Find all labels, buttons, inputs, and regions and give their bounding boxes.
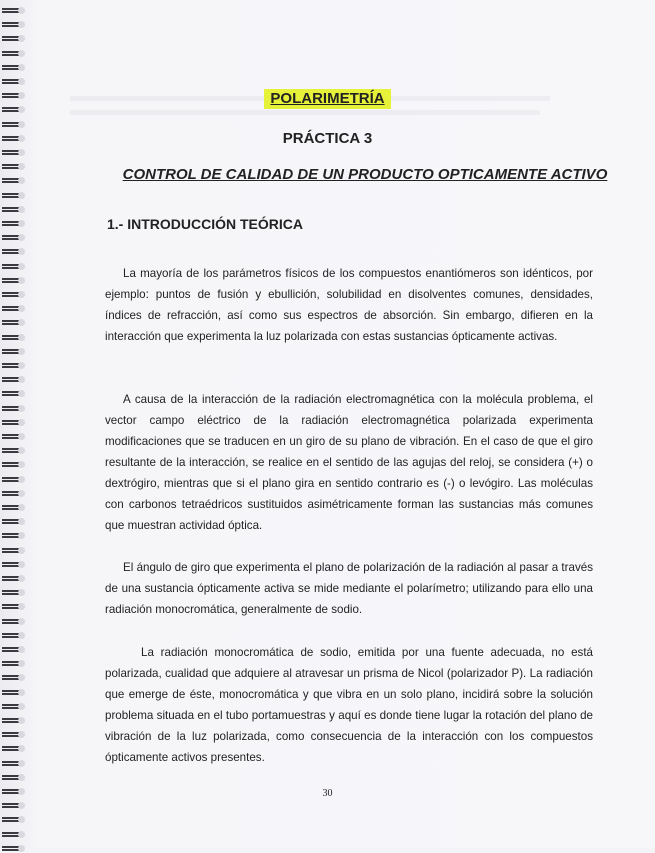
- spiral-coil: [2, 702, 26, 711]
- paragraph-3: El ángulo de giro que experimenta el plano de polarización de la radiación al pasar a través de una sustancia ópticamente activa se mide mediante el polarímetro; utilizando para ello una radiación monocromática, generalmente de sodio.: [105, 561, 593, 616]
- spiral-coil: [2, 262, 26, 271]
- spiral-coil: [2, 63, 26, 72]
- spiral-coil: [2, 404, 26, 413]
- spiral-coil: [2, 219, 26, 228]
- page-number: 30: [322, 788, 333, 799]
- practice-subject: CONTROL DE CALIDAD DE UN PRODUCTO OPTICAMENTE ACTIVO: [122, 166, 608, 183]
- spiral-coil: [2, 475, 26, 484]
- spiral-coil: [2, 389, 26, 398]
- spiral-coil: [2, 688, 26, 697]
- spiral-coil: [2, 546, 26, 555]
- spiral-coil: [2, 361, 26, 370]
- spiral-coil: [2, 460, 26, 469]
- bleed-through: [70, 110, 540, 115]
- spiral-coil: [2, 290, 26, 299]
- spiral-coil: [2, 418, 26, 427]
- spiral-coil: [2, 830, 26, 839]
- spiral-coil: [2, 176, 26, 185]
- practice-title: PRÁCTICA 3: [282, 130, 373, 147]
- spiral-coil: [2, 276, 26, 285]
- paragraph-1: La mayoría de los parámetros físicos de los compuestos enantiómeros son idénticos, por ejemplo: puntos de fusión y ebullición, solubilidad en disolventes comunes, densidades, índices de refracción, así como sus espectros de absorción. Sin embargo, difieren en la interacción que experimenta la luz polarizada con estas sustancias ópticamente activas.: [105, 267, 593, 343]
- spiral-coil: [2, 602, 26, 611]
- spiral-coil: [2, 801, 26, 810]
- spiral-coil: [2, 34, 26, 43]
- spiral-coil: [2, 730, 26, 739]
- spiral-coil: [2, 120, 26, 129]
- spiral-coil: [2, 716, 26, 725]
- spiral-coil: [2, 375, 26, 384]
- spiral-coil: [2, 503, 26, 512]
- spiral-binding: [0, 0, 30, 848]
- spiral-coil: [2, 432, 26, 441]
- spiral-coil: [2, 6, 26, 15]
- spiral-coil: [2, 347, 26, 356]
- spiral-coil: [2, 233, 26, 242]
- spiral-coil: [2, 333, 26, 342]
- spiral-coil: [2, 560, 26, 569]
- spiral-coil: [2, 205, 26, 214]
- spiral-coil: [2, 645, 26, 654]
- spiral-coil: [2, 673, 26, 682]
- paragraph-4: La radiación monocromática de sodio, emitida por una fuente adecuada, no está polarizada, cualidad que adquiere al atravesar un prisma de Nicol (polarizador P). La radiación que emerge de éste, monocromática y que vibra en un solo plano, incidirá sobre la solución problema situada en el tubo portamuestras y aquí es donde tiene lugar la rotación del plano de vibración de la luz polarizada, como consecuencia de la interacción con los compuestos ópticamente activos presentes.: [105, 646, 593, 764]
- spiral-coil: [2, 631, 26, 640]
- spiral-coil: [2, 446, 26, 455]
- spiral-coil: [2, 304, 26, 313]
- spiral-coil: [2, 574, 26, 583]
- spiral-coil: [2, 588, 26, 597]
- spiral-coil: [2, 49, 26, 58]
- spiral-coil: [2, 77, 26, 86]
- spiral-coil: [2, 659, 26, 668]
- spiral-coil: [2, 844, 26, 853]
- spiral-coil: [2, 744, 26, 753]
- spiral-coil: [2, 162, 26, 171]
- paragraph-2: A causa de la interacción de la radiación electromagnética con la molécula problema, el vector campo eléctrico de la radiación electromagnética polarizada experimenta modificaciones que se traducen en un giro de su plano de vibración. En el caso de que el giro resultante de la interacción, se realice en el sentido de las agujas del reloj, se considera (+) o dextrógiro, mientras que si el plano gira en sentido contrario es (-) o levógiro. Las moléculas con carbonos tetraédricos sustituidos asimétricamente forman las sustancias más comunes que muestran actividad óptica.: [105, 393, 593, 532]
- spiral-coil: [2, 759, 26, 768]
- section-heading: 1.- INTRODUCCIÓN TEÓRICA: [107, 216, 303, 232]
- section-title-text: POLARIMETRÍA: [264, 89, 390, 109]
- spiral-coil: [2, 489, 26, 498]
- spiral-coil: [2, 815, 26, 824]
- spiral-coil: [2, 148, 26, 157]
- spiral-coil: [2, 617, 26, 626]
- spiral-coil: [2, 191, 26, 200]
- spiral-coil: [2, 247, 26, 256]
- spiral-coil: [2, 773, 26, 782]
- section-title: [0, 90, 655, 107]
- spiral-coil: [2, 20, 26, 29]
- spiral-coil: [2, 531, 26, 540]
- spiral-coil: [2, 517, 26, 526]
- spiral-coil: [2, 318, 26, 327]
